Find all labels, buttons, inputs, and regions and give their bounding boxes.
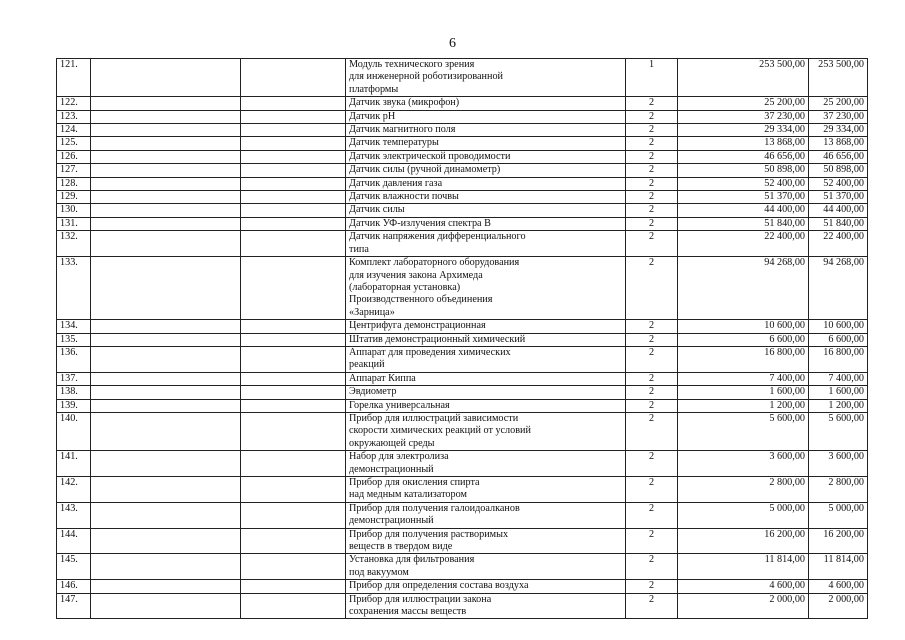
- row-number-cell: 137.: [57, 372, 91, 385]
- quantity-cell: 2: [626, 257, 678, 320]
- quantity-cell: 2: [626, 110, 678, 123]
- unit-price-cell: 44 400,00: [678, 204, 809, 217]
- table-row: [57, 204, 868, 217]
- table-row: [57, 164, 868, 177]
- item-name-cell: Датчик напряжения дифференциального типа: [346, 231, 626, 257]
- quantity-cell: 2: [626, 502, 678, 528]
- quantity-cell: 2: [626, 333, 678, 346]
- empty-cell: [241, 399, 346, 412]
- empty-cell: [241, 150, 346, 163]
- table-row: [57, 593, 868, 619]
- item-name-cell: Датчик температуры: [346, 137, 626, 150]
- empty-cell: [91, 217, 241, 230]
- quantity-cell: 2: [626, 150, 678, 163]
- item-name-cell: Датчик магнитного поля: [346, 124, 626, 137]
- quantity-cell: 2: [626, 97, 678, 110]
- empty-cell: [91, 124, 241, 137]
- quantity-cell: 2: [626, 593, 678, 619]
- item-name-cell: Датчик электрической проводимости: [346, 150, 626, 163]
- row-number-cell: 126.: [57, 150, 91, 163]
- row-number-cell: 143.: [57, 502, 91, 528]
- item-name-cell: Датчик звука (микрофон): [346, 97, 626, 110]
- item-name-cell: Эвдиометр: [346, 386, 626, 399]
- empty-cell: [241, 110, 346, 123]
- row-number-cell: 130.: [57, 204, 91, 217]
- empty-cell: [91, 191, 241, 204]
- empty-cell: [241, 372, 346, 385]
- quantity-cell: 2: [626, 580, 678, 593]
- empty-cell: [91, 97, 241, 110]
- unit-price-cell: 46 656,00: [678, 150, 809, 163]
- item-name-cell: Прибор для окисления спирта над медным катализатором: [346, 477, 626, 503]
- empty-cell: [241, 217, 346, 230]
- table-row: [57, 137, 868, 150]
- row-number-cell: 131.: [57, 217, 91, 230]
- table-row: [57, 372, 868, 385]
- item-name-cell: Прибор для иллюстраций зависимости скорости химических реакций от условий окружающей среды: [346, 412, 626, 450]
- row-number-cell: 136.: [57, 346, 91, 372]
- unit-price-cell: 2 800,00: [678, 477, 809, 503]
- item-name-cell: Набор для электролиза демонстрационный: [346, 451, 626, 477]
- total-cell: 37 230,00: [809, 110, 868, 123]
- row-number-cell: 140.: [57, 412, 91, 450]
- empty-cell: [91, 257, 241, 320]
- empty-cell: [241, 191, 346, 204]
- page-number: 6: [449, 36, 456, 51]
- total-cell: 5 000,00: [809, 502, 868, 528]
- unit-price-cell: 50 898,00: [678, 164, 809, 177]
- unit-price-cell: 25 200,00: [678, 97, 809, 110]
- total-cell: 6 600,00: [809, 333, 868, 346]
- unit-price-cell: 1 600,00: [678, 386, 809, 399]
- row-number-cell: 124.: [57, 124, 91, 137]
- table-row: [57, 177, 868, 190]
- empty-cell: [241, 580, 346, 593]
- empty-cell: [91, 451, 241, 477]
- empty-cell: [241, 386, 346, 399]
- unit-price-cell: 16 800,00: [678, 346, 809, 372]
- total-cell: 7 400,00: [809, 372, 868, 385]
- empty-cell: [241, 124, 346, 137]
- table-row: [57, 333, 868, 346]
- total-cell: 25 200,00: [809, 97, 868, 110]
- unit-price-cell: 13 868,00: [678, 137, 809, 150]
- empty-cell: [241, 593, 346, 619]
- row-number-cell: 133.: [57, 257, 91, 320]
- item-name-cell: Датчик силы: [346, 204, 626, 217]
- empty-cell: [241, 528, 346, 554]
- empty-cell: [91, 150, 241, 163]
- unit-price-cell: 7 400,00: [678, 372, 809, 385]
- table-row: [57, 502, 868, 528]
- row-number-cell: 147.: [57, 593, 91, 619]
- empty-cell: [91, 386, 241, 399]
- quantity-cell: 2: [626, 137, 678, 150]
- unit-price-cell: 29 334,00: [678, 124, 809, 137]
- table-body: [57, 59, 868, 619]
- empty-cell: [241, 177, 346, 190]
- table-row: [57, 257, 868, 320]
- row-number-cell: 135.: [57, 333, 91, 346]
- table-row: [57, 580, 868, 593]
- empty-cell: [241, 204, 346, 217]
- quantity-cell: 2: [626, 412, 678, 450]
- quantity-cell: 2: [626, 191, 678, 204]
- table-row: [57, 59, 868, 97]
- table-row: [57, 399, 868, 412]
- item-name-cell: Установка для фильтрования под вакуумом: [346, 554, 626, 580]
- table-row: [57, 150, 868, 163]
- item-name-cell: Прибор для получения галоидоалканов демонстрационный: [346, 502, 626, 528]
- empty-cell: [91, 477, 241, 503]
- empty-cell: [91, 372, 241, 385]
- empty-cell: [241, 137, 346, 150]
- empty-cell: [91, 593, 241, 619]
- unit-price-cell: 51 840,00: [678, 217, 809, 230]
- empty-cell: [91, 204, 241, 217]
- empty-cell: [241, 477, 346, 503]
- quantity-cell: 2: [626, 554, 678, 580]
- table-row: [57, 217, 868, 230]
- row-number-cell: 144.: [57, 528, 91, 554]
- total-cell: 16 200,00: [809, 528, 868, 554]
- empty-cell: [241, 97, 346, 110]
- item-name-cell: Датчик силы (ручной динамометр): [346, 164, 626, 177]
- table-row: [57, 320, 868, 333]
- empty-cell: [91, 528, 241, 554]
- total-cell: 13 868,00: [809, 137, 868, 150]
- total-cell: 44 400,00: [809, 204, 868, 217]
- row-number-cell: 127.: [57, 164, 91, 177]
- total-cell: 46 656,00: [809, 150, 868, 163]
- table-row: [57, 528, 868, 554]
- unit-price-cell: 51 370,00: [678, 191, 809, 204]
- table-row: [57, 386, 868, 399]
- total-cell: 94 268,00: [809, 257, 868, 320]
- unit-price-cell: 1 200,00: [678, 399, 809, 412]
- unit-price-cell: 37 230,00: [678, 110, 809, 123]
- total-cell: 3 600,00: [809, 451, 868, 477]
- unit-price-cell: 3 600,00: [678, 451, 809, 477]
- unit-price-cell: 16 200,00: [678, 528, 809, 554]
- empty-cell: [91, 346, 241, 372]
- total-cell: 11 814,00: [809, 554, 868, 580]
- empty-cell: [241, 451, 346, 477]
- item-name-cell: Центрифуга демонстрационная: [346, 320, 626, 333]
- total-cell: 1 600,00: [809, 386, 868, 399]
- quantity-cell: 2: [626, 386, 678, 399]
- quantity-cell: 2: [626, 346, 678, 372]
- total-cell: 29 334,00: [809, 124, 868, 137]
- row-number-cell: 123.: [57, 110, 91, 123]
- quantity-cell: 2: [626, 231, 678, 257]
- unit-price-cell: 22 400,00: [678, 231, 809, 257]
- table-row: [57, 554, 868, 580]
- table-row: [57, 97, 868, 110]
- empty-cell: [91, 502, 241, 528]
- total-cell: 1 200,00: [809, 399, 868, 412]
- row-number-cell: 129.: [57, 191, 91, 204]
- empty-cell: [91, 399, 241, 412]
- row-number-cell: 128.: [57, 177, 91, 190]
- unit-price-cell: 52 400,00: [678, 177, 809, 190]
- row-number-cell: 125.: [57, 137, 91, 150]
- empty-cell: [91, 231, 241, 257]
- item-name-cell: Датчик давления газа: [346, 177, 626, 190]
- total-cell: 22 400,00: [809, 231, 868, 257]
- unit-price-cell: 5 600,00: [678, 412, 809, 450]
- total-cell: 4 600,00: [809, 580, 868, 593]
- row-number-cell: 142.: [57, 477, 91, 503]
- table-row: [57, 346, 868, 372]
- item-name-cell: Датчик pH: [346, 110, 626, 123]
- quantity-cell: 2: [626, 177, 678, 190]
- empty-cell: [91, 59, 241, 97]
- empty-cell: [241, 59, 346, 97]
- quantity-cell: 2: [626, 477, 678, 503]
- unit-price-cell: 10 600,00: [678, 320, 809, 333]
- total-cell: 10 600,00: [809, 320, 868, 333]
- empty-cell: [241, 257, 346, 320]
- table-row: [57, 191, 868, 204]
- quantity-cell: 2: [626, 217, 678, 230]
- total-cell: 51 840,00: [809, 217, 868, 230]
- quantity-cell: 2: [626, 320, 678, 333]
- unit-price-cell: 6 600,00: [678, 333, 809, 346]
- item-name-cell: Прибор для иллюстрации закона сохранения массы веществ: [346, 593, 626, 619]
- total-cell: 51 370,00: [809, 191, 868, 204]
- empty-cell: [91, 164, 241, 177]
- total-cell: 5 600,00: [809, 412, 868, 450]
- empty-cell: [241, 346, 346, 372]
- row-number-cell: 139.: [57, 399, 91, 412]
- quantity-cell: 2: [626, 124, 678, 137]
- empty-cell: [91, 110, 241, 123]
- table-row: [57, 412, 868, 450]
- quantity-cell: 2: [626, 164, 678, 177]
- total-cell: 52 400,00: [809, 177, 868, 190]
- item-name-cell: Прибор для получения растворимых веществ в твердом виде: [346, 528, 626, 554]
- total-cell: 50 898,00: [809, 164, 868, 177]
- empty-cell: [91, 554, 241, 580]
- item-name-cell: Аппарат Киппа: [346, 372, 626, 385]
- row-number-cell: 145.: [57, 554, 91, 580]
- empty-cell: [91, 137, 241, 150]
- total-cell: 16 800,00: [809, 346, 868, 372]
- empty-cell: [91, 177, 241, 190]
- unit-price-cell: 4 600,00: [678, 580, 809, 593]
- row-number-cell: 141.: [57, 451, 91, 477]
- empty-cell: [241, 502, 346, 528]
- row-number-cell: 122.: [57, 97, 91, 110]
- row-number-cell: 132.: [57, 231, 91, 257]
- empty-cell: [91, 580, 241, 593]
- empty-cell: [91, 320, 241, 333]
- item-name-cell: Модуль технического зрения для инженерной роботизированной платформы: [346, 59, 626, 97]
- total-cell: 2 000,00: [809, 593, 868, 619]
- quantity-cell: 2: [626, 204, 678, 217]
- empty-cell: [241, 231, 346, 257]
- table-row: [57, 477, 868, 503]
- unit-price-cell: 5 000,00: [678, 502, 809, 528]
- empty-cell: [241, 412, 346, 450]
- table-row: [57, 124, 868, 137]
- row-number-cell: 121.: [57, 59, 91, 97]
- equipment-table: [56, 58, 868, 619]
- quantity-cell: 2: [626, 451, 678, 477]
- empty-cell: [241, 164, 346, 177]
- quantity-cell: 2: [626, 399, 678, 412]
- item-name-cell: Датчик УФ-излучения спектра В: [346, 217, 626, 230]
- empty-cell: [91, 333, 241, 346]
- item-name-cell: Прибор для определения состава воздуха: [346, 580, 626, 593]
- row-number-cell: 134.: [57, 320, 91, 333]
- empty-cell: [241, 320, 346, 333]
- empty-cell: [91, 412, 241, 450]
- table-row: [57, 231, 868, 257]
- item-name-cell: Штатив демонстрационный химический: [346, 333, 626, 346]
- row-number-cell: 138.: [57, 386, 91, 399]
- empty-cell: [241, 333, 346, 346]
- empty-cell: [241, 554, 346, 580]
- total-cell: 2 800,00: [809, 477, 868, 503]
- item-name-cell: Аппарат для проведения химических реакций: [346, 346, 626, 372]
- quantity-cell: 1: [626, 59, 678, 97]
- unit-price-cell: 253 500,00: [678, 59, 809, 97]
- total-cell: 253 500,00: [809, 59, 868, 97]
- row-number-cell: 146.: [57, 580, 91, 593]
- quantity-cell: 2: [626, 528, 678, 554]
- unit-price-cell: 94 268,00: [678, 257, 809, 320]
- item-name-cell: Комплект лабораторного оборудования для изучения закона Архимеда (лабораторная установка) Производственного объединения «Зарница»: [346, 257, 626, 320]
- quantity-cell: 2: [626, 372, 678, 385]
- table-row: [57, 110, 868, 123]
- item-name-cell: Горелка универсальная: [346, 399, 626, 412]
- unit-price-cell: 11 814,00: [678, 554, 809, 580]
- unit-price-cell: 2 000,00: [678, 593, 809, 619]
- table-row: [57, 451, 868, 477]
- item-name-cell: Датчик влажности почвы: [346, 191, 626, 204]
